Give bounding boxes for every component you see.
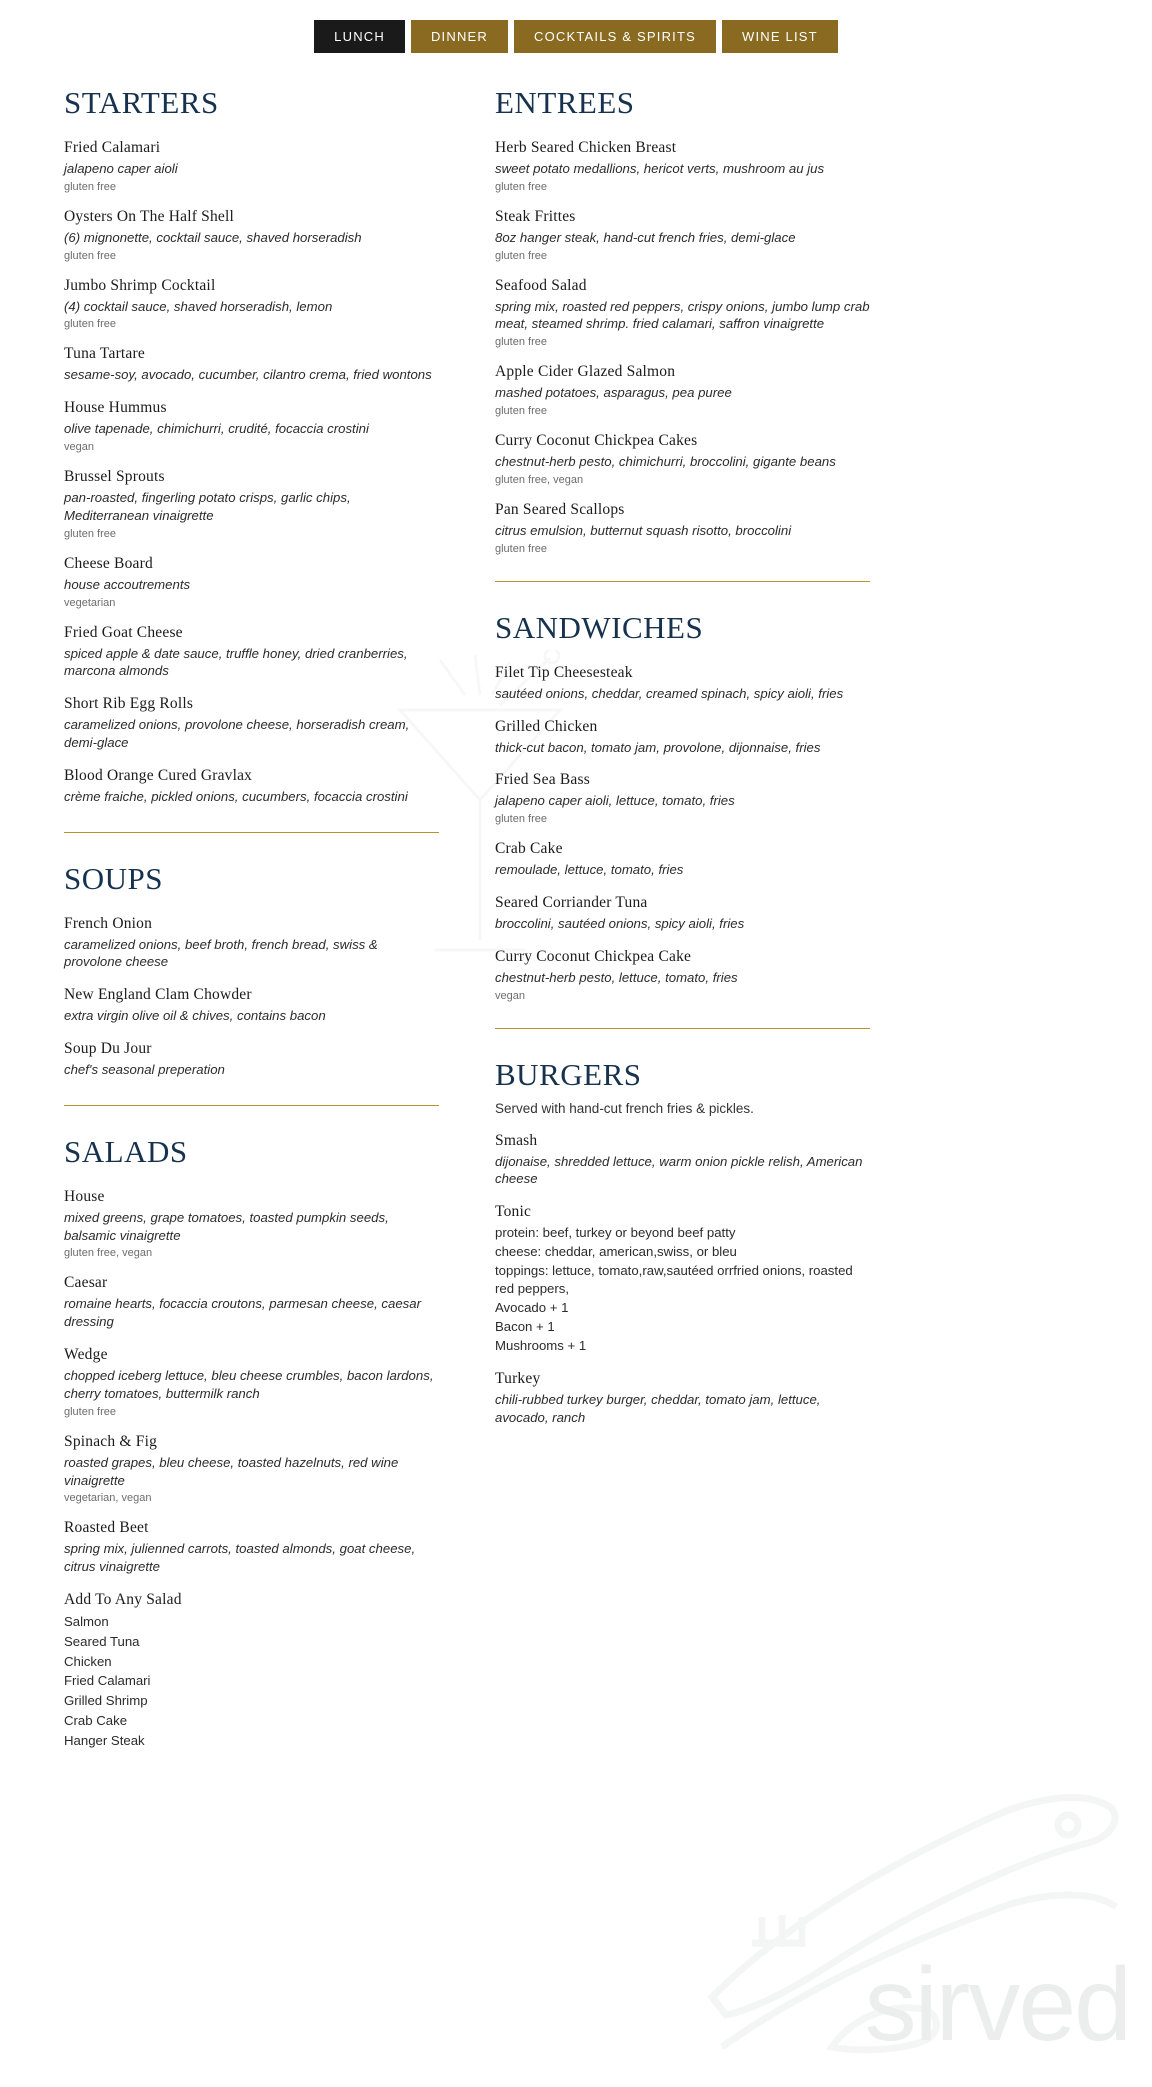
item-name: New England Clam Chowder [64,986,252,1004]
item-description: chestnut-herb pesto, lettuce, tomato, fries [495,969,738,985]
menu-item [64,767,439,806]
section-salads [64,1134,439,1751]
tab-cocktails-spirits[interactable]: COCKTAILS & SPIRITS [514,20,716,53]
menu-item [495,432,870,486]
item-description: sweet potato medallions, hericot verts, mushroom au jus [495,161,825,176]
menu-item [64,1346,439,1418]
item-description: spiced apple & date sauce, truffle honey, dried cranberries, marcona almonds [64,645,408,679]
addon-option: Crab Cake [64,1712,128,1728]
item-option-line: Bacon + 1 [495,1318,555,1334]
menu-item [64,399,439,453]
item-tags: gluten free [495,542,547,555]
item-name: Fried Sea Bass [495,771,590,789]
section-title-entrees: ENTREES [495,85,635,120]
item-tags: gluten free [495,813,547,826]
item-description: roasted grapes, bleu cheese, toasted hazelnuts, red wine vinaigrette [64,1454,399,1488]
item-name: Herb Seared Chicken Breast [495,139,677,156]
menu-item [64,1433,439,1505]
item-name: Spinach & Fig [64,1432,158,1450]
menu-item [495,894,870,933]
section-sandwiches [495,610,870,1002]
item-name: Short Rib Egg Rolls [64,695,194,713]
item-name: Soup Du Jour [64,1040,152,1057]
item-name: Turkey [495,1370,541,1388]
item-tags: vegetarian [64,596,116,609]
item-description: chili-rubbed turkey burger, cheddar, tomato jam, lettuce, avocado, ranch [495,1392,821,1426]
item-tags: gluten free [495,249,547,262]
menu-item [495,948,870,1002]
menu-item [495,1370,870,1427]
menu-column-right [495,85,870,1766]
item-name: Filet Tip Cheesesteak [495,663,633,681]
sirved-watermark-text: sirved [864,1947,1130,2063]
item-name: Wedge [64,1346,108,1364]
section-title-starters: STARTERS [64,85,219,120]
menu-column-left [64,85,439,1766]
item-name: Steak Frittes [495,207,576,225]
item-name: Seafood Salad [495,276,587,294]
item-option-line: Mushrooms + 1 [495,1337,587,1353]
burgers-note: Served with hand-cut french fries & pickles. [495,1100,754,1116]
section-title-salads: SALADS [64,1133,188,1169]
item-description: pan-roasted, fingerling potato crisps, garlic chips, Mediterranean vinaigrette [64,490,351,523]
item-description: sesame-soy, avocado, cucumber, cilantro crema, fried wontons [64,367,432,383]
menu-tab-bar [0,0,1152,53]
item-description: dijonaise, shredded lettuce, warm onion pickle relish, American cheese [495,1153,863,1187]
addon-option: Grilled Shrimp [64,1693,148,1709]
item-name: Smash [495,1131,538,1149]
item-tags: gluten free [64,249,116,262]
item-tags: gluten free [64,180,116,193]
section-divider [64,832,439,833]
item-name: Oysters On The Half Shell [64,207,235,225]
section-divider [495,581,870,582]
item-option-line: toppings: lettuce, tomato,raw,sautéed orrfried onions, roasted red peppers, [495,1262,853,1297]
item-description: mixed greens, grape tomatoes, toasted pumpkin seeds, balsamic vinaigrette [64,1209,389,1243]
tab-lunch[interactable]: LUNCH [314,20,405,53]
item-tags: vegan [495,989,525,1002]
item-name: Curry Coconut Chickpea Cake [495,947,692,965]
menu-item [64,468,439,540]
item-name: Fried Goat Cheese [64,623,183,641]
item-description: spring mix, roasted red peppers, crispy onions, jumbo lump crab meat, steamed shrimp. fried calamari, saffron vinaigrette [495,298,870,332]
addon-option: Hanger Steak [64,1732,145,1748]
section-divider [495,1028,870,1029]
menu-item [64,624,439,681]
item-name: Tonic [495,1203,532,1221]
menu-item [64,695,439,752]
menu-item [64,986,439,1025]
menu-item [495,718,870,757]
item-name: Fried Calamari [64,139,161,156]
section-starters [64,85,439,806]
menu-item [64,555,439,609]
item-description: olive tapenade, chimichurri, crudité, focaccia crostini [64,421,369,437]
menu-item [495,1203,870,1355]
item-description: chef's seasonal preperation [64,1062,225,1077]
menu-item [64,139,439,193]
item-option-line: protein: beef, turkey or beyond beef patty [495,1225,736,1241]
menu-item [495,1132,870,1189]
menu-item [64,1040,439,1079]
item-description: extra virgin olive oil & chives, contains bacon [64,1008,326,1024]
section-title-sandwiches: SANDWICHES [495,609,704,645]
menu-item [495,771,870,825]
item-name: Roasted Beet [64,1519,149,1537]
item-name: Tuna Tartare [64,345,145,363]
section-burgers [495,1057,870,1427]
menu-item [495,139,870,193]
section-title-burgers: BURGERS [495,1056,642,1092]
item-tags: gluten free, vegan [495,473,584,486]
tab-dinner[interactable]: DINNER [411,20,508,53]
section-entrees [495,85,870,555]
item-tags: gluten free, vegan [64,1247,153,1260]
addon-option: Seared Tuna [64,1633,140,1649]
item-option-line: Avocado + 1 [495,1300,569,1316]
menu-item [495,208,870,262]
item-name: Crab Cake [495,840,563,858]
item-name: Caesar [64,1274,108,1292]
section-divider [64,1105,439,1106]
item-name: Pan Seared Scallops [495,500,625,518]
menu-item [64,208,439,262]
item-description: (4) cocktail sauce, shaved horseradish, lemon [64,298,333,314]
menu-item [64,1274,439,1331]
item-description: house accoutrements [64,576,191,592]
menu-item [64,1188,439,1260]
menu-item [495,664,870,703]
item-description: thick-cut bacon, tomato jam, provolone, dijonnaise, fries [495,739,821,755]
item-name: Curry Coconut Chickpea Cakes [495,432,698,450]
item-name: Apple Cider Glazed Salmon [495,363,676,381]
item-option-line: cheese: cheddar, american,swiss, or bleu [495,1243,737,1259]
menu-item [495,277,870,349]
menu-item [64,277,439,331]
item-description: romaine hearts, focaccia croutons, parmesan cheese, caesar dressing [64,1296,421,1330]
item-tags: gluten free [64,318,116,331]
tab-wine-list[interactable]: WINE LIST [722,20,838,53]
item-description: jalapeno caper aioli [64,161,178,176]
item-tags: gluten free [495,180,547,193]
item-description: (6) mignonette, cocktail sauce, shaved horseradish [64,229,362,245]
addon-option: Chicken [64,1653,112,1669]
item-name: House [64,1187,105,1205]
item-tags: gluten free [495,405,547,418]
item-description: spring mix, julienned carrots, toasted almonds, goat cheese, citrus vinaigrette [64,1541,416,1575]
item-description: caramelized onions, provolone cheese, horseradish cream, demi-glace [64,717,410,750]
item-description: jalapeno caper aioli, lettuce, tomato, fries [495,793,735,809]
menu-item [64,345,439,384]
item-tags: gluten free [495,336,547,349]
item-description: chopped iceberg lettuce, bleu cheese crumbles, bacon lardons, cherry tomatoes, buttermilk ranch [64,1368,434,1401]
menu-item [495,363,870,417]
item-name: French Onion [64,914,153,932]
item-description: citrus emulsion, butternut squash risotto, broccolini [495,522,792,538]
menu-sheet [0,53,1152,1806]
item-description: broccolini, sautéed onions, spicy aioli, fries [495,915,745,931]
addon-option: Salmon [64,1613,109,1629]
item-tags: vegetarian, vegan [64,1492,152,1505]
item-description: sautéed onions, cheddar, creamed spinach, spicy aioli, fries [495,685,844,701]
item-description: mashed potatoes, asparagus, pea puree [495,385,732,401]
item-name: Cheese Board [64,554,153,572]
section-title-soups: SOUPS [64,860,163,896]
addon-option: Fried Calamari [64,1673,151,1689]
item-name: Jumbo Shrimp Cocktail [64,276,216,294]
menu-item [64,1519,439,1576]
item-tags: gluten free [64,527,116,540]
salad-addons [64,1591,439,1751]
menu-item [495,501,870,555]
item-tags: gluten free [64,1405,116,1418]
item-name: Brussel Sprouts [64,468,165,486]
item-description: remoulade, lettuce, tomato, fries [495,862,684,878]
item-name: Seared Corriander Tuna [495,893,648,911]
item-description: chestnut-herb pesto, chimichurri, broccolini, gigante beans [495,454,836,470]
item-name: House Hummus [64,399,167,417]
menu-item [495,840,870,879]
item-name: Grilled Chicken [495,717,598,735]
item-description: 8oz hanger steak, hand-cut french fries, demi-glace [495,229,796,245]
menu-item [64,915,439,972]
item-name: Blood Orange Cured Gravlax [64,766,253,784]
section-soups [64,861,439,1079]
item-name: Add To Any Salad [64,1590,182,1608]
item-tags: vegan [64,441,94,454]
item-description: caramelized onions, beef broth, french bread, swiss & provolone cheese [64,936,378,970]
item-description: crème fraiche, pickled onions, cucumbers, focaccia crostini [64,788,408,804]
